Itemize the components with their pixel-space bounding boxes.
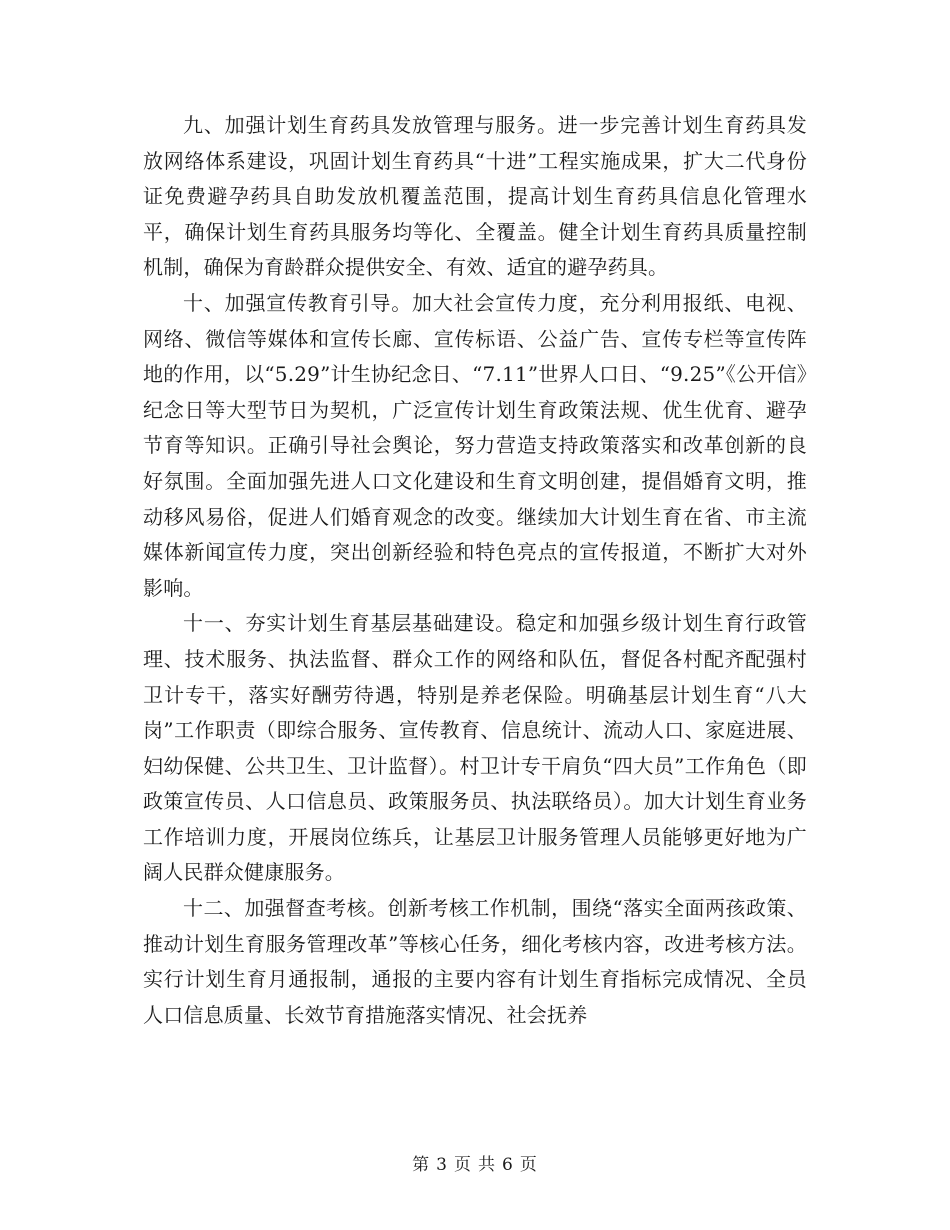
document-body [143,108,807,1033]
paragraph-eleven: 十一、夯实计划生育基层基础建设。稳定和加强乡级计划生育行政管理、技术服务、执法监督、群众工作的网络和队伍，督促各村配齐配强村卫计专干，落实好酬劳待遇，特别是养老保险。明确基层计划生育“八大岗”工作职责（即综合服务、宣传教育、信息统计、流动人口、家庭进展、妇幼保健、公共卫生、卫计监督）。村卫计专干肩负“四大员”工作角色（即政策宣传员、人口信息员、政策服务员、执法联络员）。加大计划生育业务工作培训力度，开展岗位练兵，让基层卫计服务管理人员能够更好地为广阔人民群众健康服务。 [143,611,807,885]
paragraph-twelve: 十二、加强督查考核。创新考核工作机制，围绕“落实全面两孩政策、推动计划生育服务管理改革”等核心任务，细化考核内容，改进考核方法。实行计划生育月通报制，通报的主要内容有计划生育指标完成情况、全员人口信息质量、长效节育措施落实情况、社会抚养 [143,896,807,1027]
paragraph-nine: 九、加强计划生育药具发放管理与服务。进一步完善计划生育药具发放网络体系建设，巩固计划生育药具“十进”工程实施成果，扩大二代身份证免费避孕药具自助发放机覆盖范围，提高计划生育药具信息化管理水平，确保计划生育药具服务均等化、全覆盖。健全计划生育药具质量控制机制，确保为育龄群众提供安全、有效、适宜的避孕药具。 [143,113,807,280]
footer-total-pages: 6 [502,1155,514,1175]
paragraph-ten: 十、加强宣传教育引导。加大社会宣传力度，充分利用报纸、电视、网络、微信等媒体和宣传长廊、宣传标语、公益广告、宣传专栏等宣传阵地的作用，以“5.29”计生协纪念日、“7.11”世界人口日、“9.25”《公开信》纪念日等大型节日为契机，广泛宣传计划生育政策法规、优生优育、避孕节育等知识。正确引导社会舆论，努力营造支持政策落实和改革创新的良好氛围。全面加强先进人口文化建设和生育文明创建，提倡婚育文明，推动移风易俗，促进人们婚育观念的改变。继续加大计划生育在省、市主流媒体新闻宣传力度，突出创新经验和特色亮点的宣传报道，不断扩大对外影响。 [143,290,807,600]
page-footer [0,1150,950,1175]
footer-current-page: 3 [436,1155,448,1175]
footer-total-unit: 页 [519,1155,538,1175]
footer-page-unit: 页 [454,1155,472,1175]
footer-page-label: 第 [412,1155,431,1175]
footer-total-label: 共 [478,1155,496,1175]
